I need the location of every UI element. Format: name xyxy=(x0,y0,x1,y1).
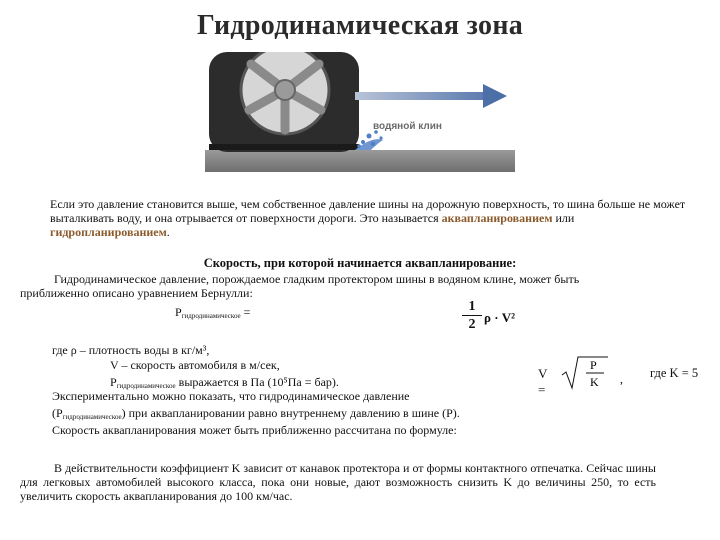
formula-fraction xyxy=(462,298,482,333)
sqrt-denominator: K xyxy=(590,375,599,389)
page-title: Гидродинамическая зона xyxy=(196,10,524,41)
closing-paragraph: В действительности коэффициент K зависит от канавок протектора и от формы контактного отпечатка. Сейчас шины для легковых автомобилей высокого класса, пока они новые, дают возможность снизить K до величины 250, то есть увеличить скорость аквапланирования до 100 км/час. xyxy=(20,461,656,503)
tire-water-wedge-illustration xyxy=(205,52,515,172)
intro-connector: или xyxy=(552,211,575,225)
term-aquaplaning: аквапланированием xyxy=(441,211,553,225)
tire-illustration-graphic xyxy=(205,52,515,172)
experiment-line-1: Экспериментально можно показать, что гидродинамическое давление xyxy=(52,389,410,403)
section-heading: Скорость, при которой начинается аквапланирование: xyxy=(203,256,517,270)
definition-rho: где ρ – плотность воды в кг/м³, xyxy=(52,343,210,357)
direction-arrow xyxy=(355,92,485,100)
definition-v: V – скорость автомобиля в м/сек, xyxy=(110,358,280,372)
formula-comma: , xyxy=(620,372,623,386)
intro-text: Если это давление становится выше, чем собственное давление шины на дорожную поверхность, то шина больше не может выталкивать воду, и она отрывается от поверхности дороги. Это называется xyxy=(50,197,686,225)
experiment-line-2: $(P_{гидродинамическое})$ при аквапланировании равно внутреннему давлению в шине (P). xyxy=(52,406,460,421)
fraction-denominator: 2 xyxy=(468,317,476,332)
bernoulli-paragraph: Гидродинамическое давление, порождаемое гладким протектором шины в водяном клине, может быть приближенно описано уравнением Бернулли: xyxy=(20,272,580,300)
subscript: гидродинамическое xyxy=(181,312,241,320)
fraction-numerator: 1 xyxy=(462,298,482,316)
speed-formula-intro: Скорость аквапланирования может быть приближенно рассчитана по формуле: xyxy=(52,423,457,437)
road-surface xyxy=(205,150,515,172)
term-hydroplaning: гидропланированием xyxy=(50,225,167,239)
formula-pressure-lhs: $P_{гидродинамическое}$ = xyxy=(175,305,251,320)
formula-rho-v2: ρ · V² xyxy=(484,310,516,325)
k-definition: где K = 5 xyxy=(650,366,699,380)
definition-pressure: $P_{гидродинамическое}$ выражается в Па (10⁵Па = бар). xyxy=(110,375,339,390)
intro-end: . xyxy=(166,225,170,239)
speed-formula-lhs: V = xyxy=(538,366,548,397)
water-wedge-label: водяной клин xyxy=(373,121,442,132)
sqrt-numerator: P xyxy=(590,358,597,372)
sqrt-symbol xyxy=(560,355,630,391)
intro-paragraph xyxy=(50,197,690,239)
